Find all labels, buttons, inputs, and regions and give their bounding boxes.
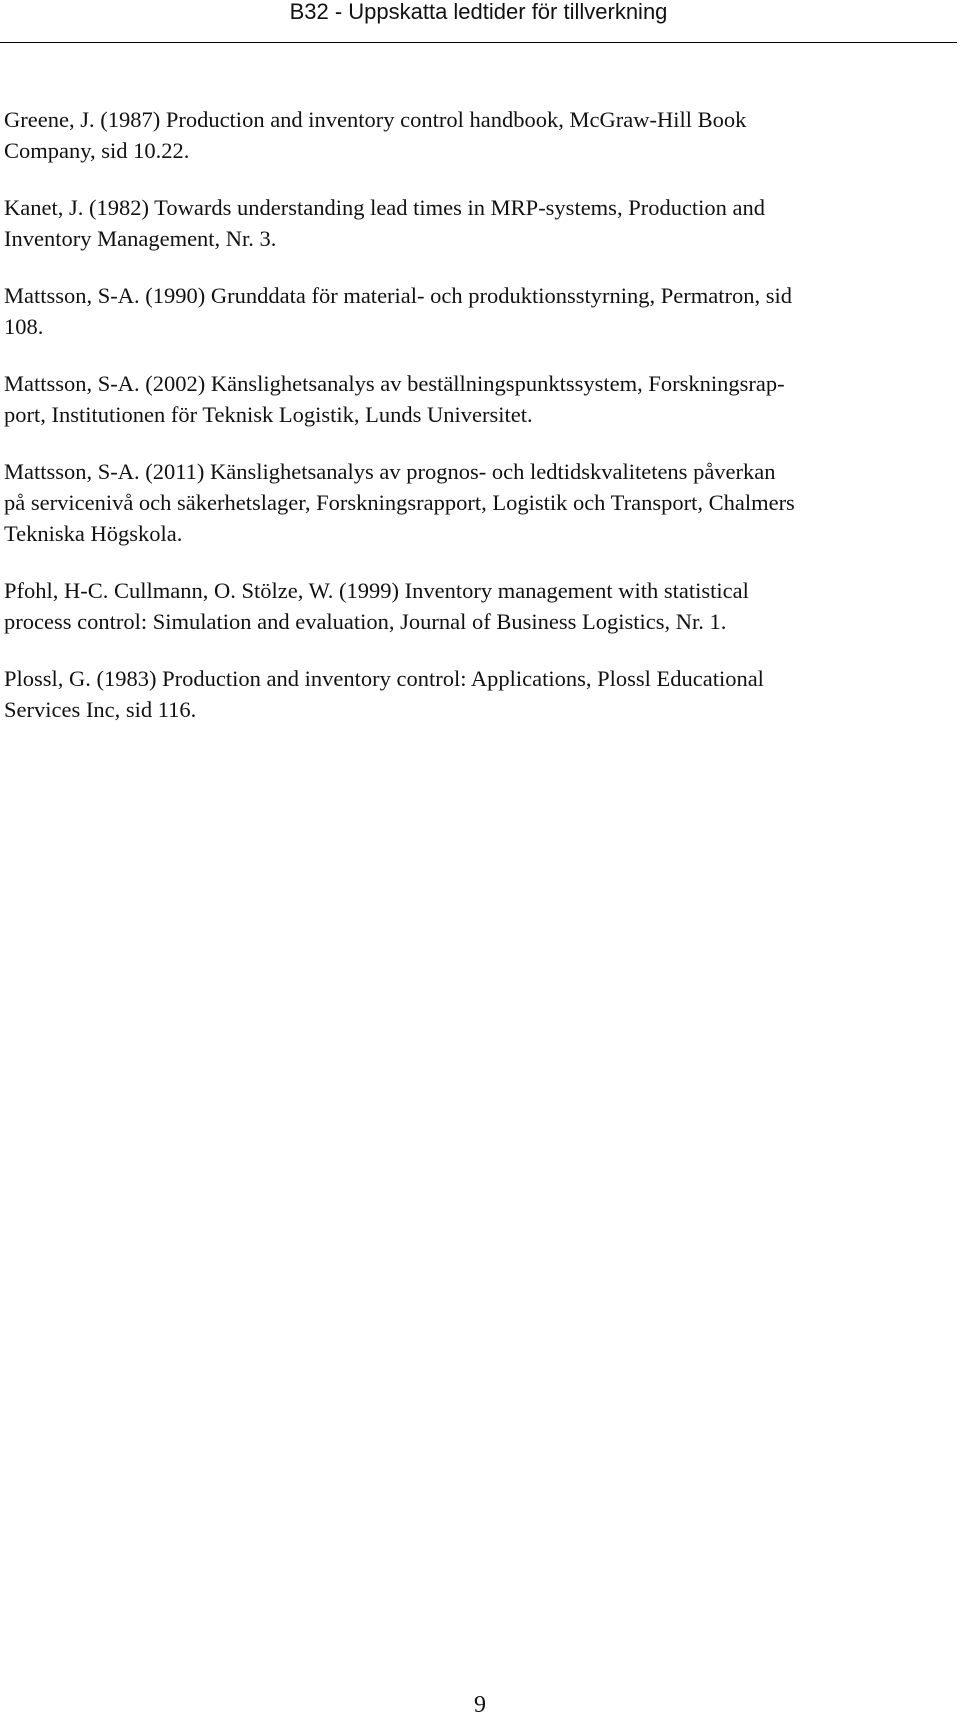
reference-line: port, Institutionen för Teknisk Logistik, Lunds Universitet. [4, 402, 533, 427]
reference-line: Mattsson, S-A. (2011) Känslighetsanalys av prognos- och ledtidskvalitetens påverkan [4, 459, 776, 484]
page-header [0, 0, 957, 43]
reference-line: Kanet, J. (1982) Towards understanding lead times in MRP-systems, Production and [4, 195, 766, 220]
reference-entry [4, 663, 956, 725]
reference-entry [4, 104, 956, 166]
reference-entry [4, 368, 956, 430]
reference-line: process control: Simulation and evaluation, Journal of Business Logistics, Nr. 1. [4, 609, 727, 634]
reference-entry [4, 280, 956, 342]
header-title: B32 - Uppskatta ledtider för tillverkning [289, 0, 668, 24]
reference-list [4, 104, 956, 751]
reference-line: Inventory Management, Nr. 3. [4, 226, 277, 251]
reference-entry [4, 192, 956, 254]
reference-line: på servicenivå och säkerhetslager, Forskningsrapport, Logistik och Transport, Chalmers [4, 490, 795, 515]
reference-line: Company, sid 10.22. [4, 138, 190, 163]
reference-line: Plossl, G. (1983) Production and inventory control: Applications, Plossl Educational [4, 666, 764, 691]
reference-entry [4, 575, 956, 637]
reference-line: Services Inc, sid 116. [4, 697, 197, 722]
page-number: 9 [474, 1692, 486, 1718]
reference-entry [4, 456, 956, 549]
reference-line: Pfohl, H-C. Cullmann, O. Stölze, W. (1999) Inventory management with statistical [4, 578, 749, 603]
reference-line: Mattsson, S-A. (1990) Grunddata för material- och produktionsstyrning, Permatron, sid [4, 283, 792, 308]
reference-line: Mattsson, S-A. (2002) Känslighetsanalys av beställningspunktssystem, Forskningsrap- [4, 371, 785, 396]
reference-line: Greene, J. (1987) Production and inventory control handbook, McGraw-Hill Book [4, 107, 747, 132]
reference-line: 108. [4, 314, 44, 339]
reference-line: Tekniska Högskola. [4, 521, 183, 546]
